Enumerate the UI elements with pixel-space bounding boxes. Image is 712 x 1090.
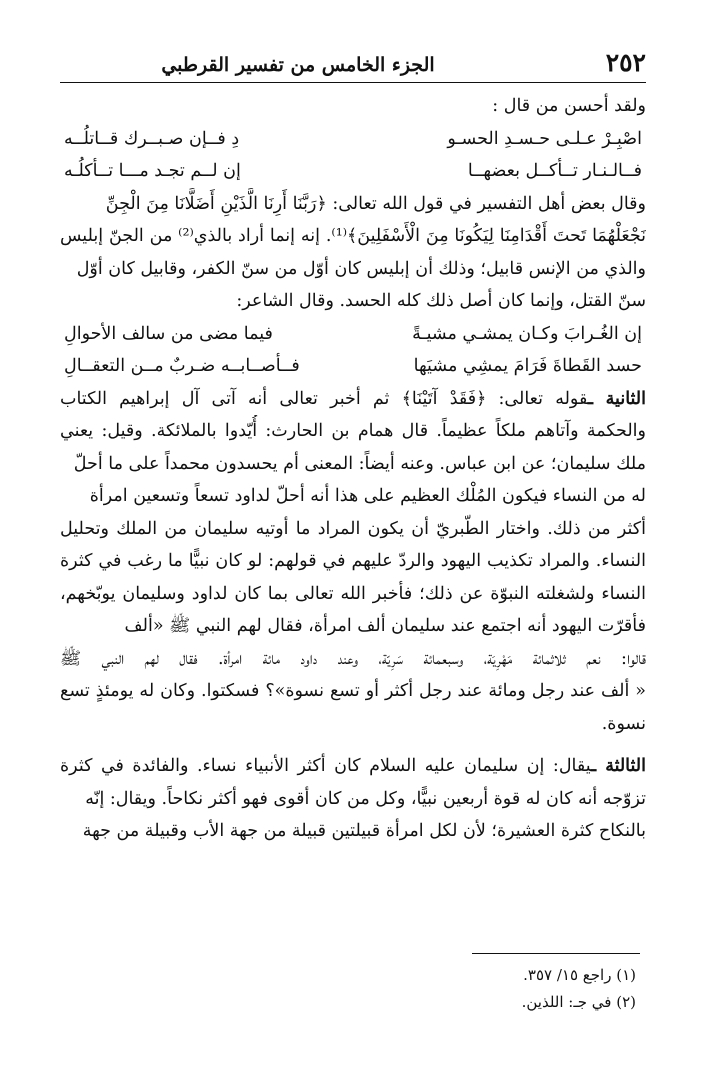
verse-second-half: دِ فــإن صـبــرك قــاتلُــه <box>64 128 240 149</box>
line-text: قوله تعالى: ﴿فَقَدْ آتَيْنَا﴾ ثم أخبر تعالى أنه آتى آل إبراهيم الكتاب <box>60 388 588 409</box>
footnote-rule <box>472 953 640 954</box>
main-text <box>60 90 646 848</box>
text-line: بالنكاح كثرة العشيرة؛ لأن لكل امرأة قبيلتين قبيلة من جهة الأب وقبيلة من جهة <box>82 821 646 841</box>
verse-first-half: حسد القَطاةَ فَرَامَ يمشِي مشيَها <box>413 356 642 376</box>
text-line: سنّ القتل، وإنما كان أصل ذلك كله الحسد. وقال الشاعر: <box>236 291 646 311</box>
text-line <box>60 383 646 416</box>
verse-second-half: إن لــم تجـد مـــا تــأكلُـه <box>64 161 241 181</box>
page-header <box>60 44 646 84</box>
header-rule <box>60 82 646 83</box>
text-line: ملك سليمان؛ عن ابن عباس. وعنه أيضاً: المعنى أم يحسدون محمداً على ما أحلّ <box>73 453 646 474</box>
text-line: نَجْعَلْهُمَا تَحتَ أَقْدَامِنَا لِيَكُونَا مِنَ الْأَسْفَلِينَ﴾⁽¹⁾. إنه إنما أراد بالذي⁽²⁾ من الجنّ إبليس <box>60 226 646 246</box>
text-line: أكثر من ذلك. واختار الطّبريّ أن يكون المراد ما أوتيه سليمان من الملك وتحليل <box>60 518 646 539</box>
text-line: النساء ولشغلته النبوّة عن ذلك؛ فأخبر الله تعالى بما كان لداود وسليمان يوبّخهم، <box>60 583 646 604</box>
poem-verse <box>60 155 646 188</box>
verse-second-half: فيما مضى من سالف الأحوالِ <box>64 323 273 344</box>
text-line: والذي من الإنس قابيل؛ وذلك أن إبليس كان أوّل من سنّ الكفر، وقابيل كان أوّل <box>76 258 646 279</box>
text-line: نسوة. <box>601 713 646 734</box>
poem-verse <box>60 318 646 351</box>
verse-first-half: اصْبِـرْ عـلـى حـسـدِ الحسـو <box>447 128 642 149</box>
poem-verse <box>60 350 646 383</box>
page-number: ٢٥٢ <box>605 48 646 77</box>
text-line: النساء. والمراد تكذيب اليهود والردّ عليهم في قولهم: لو كان نبيًّا ما رغب في كثرة <box>60 551 646 571</box>
section-label: الثانية ـ <box>587 388 646 409</box>
footnote: (٢) في جـ: اللذين. <box>521 993 636 1011</box>
intro-line: ولقد أحسن من قال : <box>492 96 646 116</box>
footnote: (١) راجع ١٥/ ٣٥٧. <box>523 966 636 984</box>
text-line: وقال بعض أهل التفسير في قول الله تعالى: ﴿رَبَّنَا أَرِنَا الَّذَيْنِ أَضَلَّانَا مِنَ الْجِنِّ <box>105 193 646 214</box>
poem-verse <box>60 123 646 156</box>
footnotes <box>522 962 636 1016</box>
text-line: والحكمة وآتاهم ملكاً عظيماً. قال همام بن الحارث: أُيّدوا بالملائكة. وقيل: يعني <box>60 421 646 441</box>
text-line: قالوا: نعم ثلاثمائة مَهْرِيَة، وسبعمائة سَرِيّة، وعند داود مائة امرأة. فقال لهم النبي ﷺ <box>60 648 646 669</box>
text-line <box>60 750 646 783</box>
paragraph-gap <box>60 740 646 750</box>
text-line: تزوّجه أنه كان له قوة أربعين نبيًّا، وكل من كان أقوى فهو أكثر نكاحاً. ويقال: إنّه <box>85 788 646 809</box>
text-line: فأقرّت اليهود أنه اجتمع عند سليمان ألف امرأة، فقال لهم النبي ﷺ «ألف <box>124 616 646 636</box>
running-title: الجزء الخامس من تفسير القرطبي <box>161 54 435 76</box>
verse-second-half: فــأصــابــه ضـربٌ مــن التعقــالِ <box>64 356 300 376</box>
text-line: « ألف عند رجل ومائة عند رجل أكثر أو تسع نسوة»؟ فسكتوا. وكان له يومئذٍ تسع <box>60 681 646 701</box>
text-line: له من النساء فيكون المُلْك العظيم على هذا أنه أحلّ لداود تسعاً وتسعين امرأة <box>89 486 646 506</box>
verse-first-half: فــالـنـار تــأكــل بعضهــا <box>467 161 642 181</box>
verse-first-half: إن الغُـرابَ وكـان يمشـي مشيـةً <box>412 323 642 344</box>
line-text: يقال: إن سليمان عليه السلام كان أكثر الأنبياء نساء. والفائدة في كثرة <box>60 756 592 776</box>
section-label: الثالثة ـ <box>591 756 646 776</box>
